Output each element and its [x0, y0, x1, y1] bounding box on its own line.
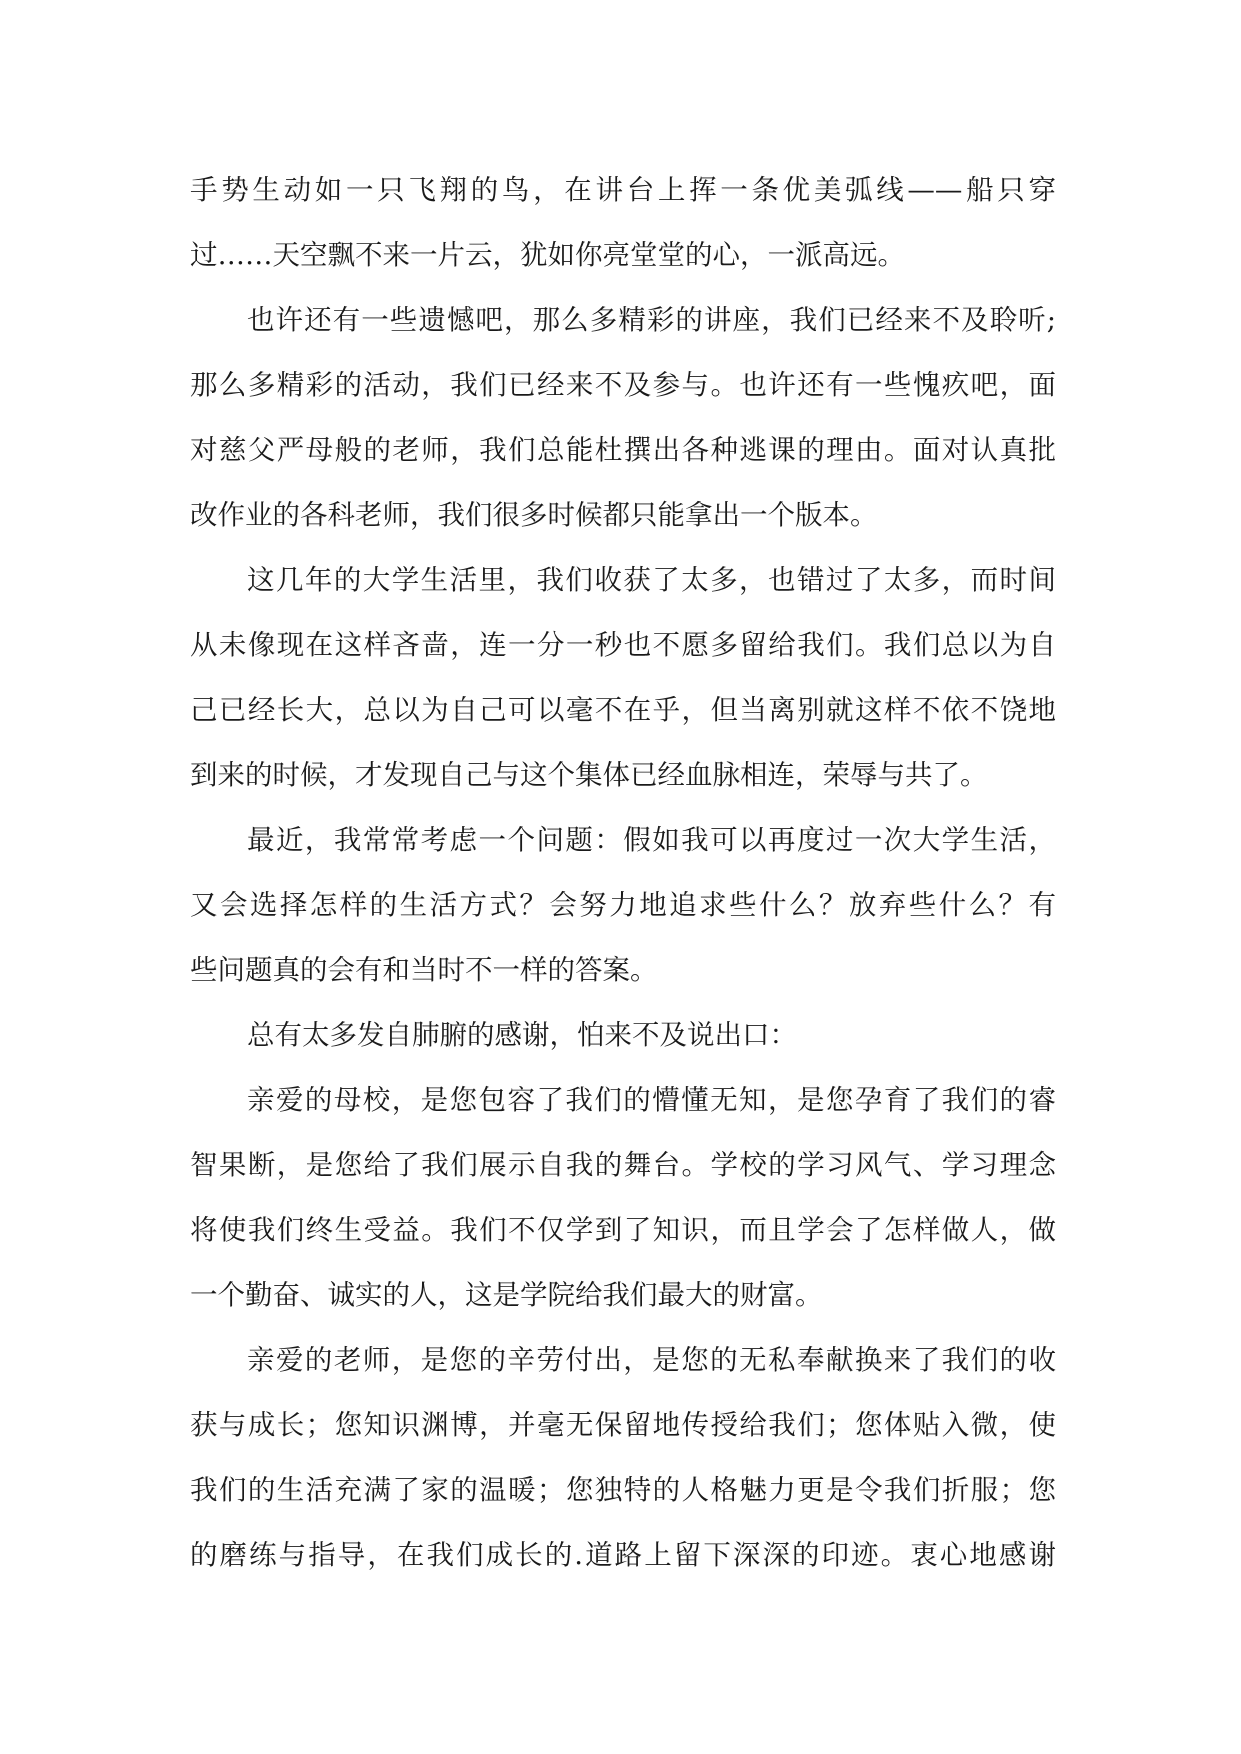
paragraph-2-line-3: 对慈父严母般的老师，我们总能杜撰出各种逃课的理由。面对认真批 [190, 434, 1056, 466]
document-body [190, 158, 1056, 1588]
paragraph-6-line-3: 将使我们终生受益。我们不仅学到了知识，而且学会了怎样做人，做 [190, 1214, 1056, 1246]
paragraph-7-line-2: 获与成长；您知识渊博，并毫无保留地传授给我们；您体贴入微，使 [190, 1409, 1056, 1441]
paragraph-6-line-1: 亲爱的母校，是您包容了我们的懵懂无知，是您孕育了我们的睿 [247, 1084, 1056, 1116]
paragraph-2-line-4: 改作业的各科老师，我们很多时候都只能拿出一个版本。 [190, 499, 878, 531]
paragraph-5-line-1: 总有太多发自肺腑的感谢，怕来不及说出口： [247, 1019, 797, 1051]
paragraph-1-line-2: 过……天空飘不来一片云，犹如你亮堂堂的心，一派高远。 [190, 239, 905, 271]
paragraph-2-line-2: 那么多精彩的活动，我们已经来不及参与。也许还有一些愧疚吧，面 [190, 369, 1056, 401]
paragraph-4-line-2: 又会选择怎样的生活方式？会努力地追求些什么？放弃些什么？有 [190, 889, 1056, 921]
paragraph-6-line-2: 智果断，是您给了我们展示自我的舞台。学校的学习风气、学习理念 [190, 1149, 1056, 1181]
paragraph-1-line-1: 手势生动如一只飞翔的鸟，在讲台上挥一条优美弧线——船只穿 [190, 174, 1056, 206]
paragraph-3-line-2: 从未像现在这样吝啬，连一分一秒也不愿多留给我们。我们总以为自 [190, 629, 1056, 661]
paragraph-4-line-1: 最近，我常常考虑一个问题：假如我可以再度过一次大学生活， [247, 824, 1056, 856]
paragraph-7-line-3: 我们的生活充满了家的温暖；您独特的人格魅力更是令我们折服；您 [190, 1474, 1056, 1506]
paragraph-2-line-1: 也许还有一些遗憾吧，那么多精彩的讲座，我们已经来不及聆听; [247, 304, 1056, 336]
paragraph-3-line-4: 到来的时候，才发现自己与这个集体已经血脉相连，荣辱与共了。 [190, 759, 988, 791]
paragraph-3-line-3: 己已经长大，总以为自己可以毫不在乎，但当离别就这样不依不饶地 [190, 694, 1056, 726]
paragraph-7-line-1: 亲爱的老师，是您的辛劳付出，是您的无私奉献换来了我们的收 [247, 1344, 1056, 1376]
paragraph-4-line-3: 些问题真的会有和当时不一样的答案。 [190, 954, 658, 986]
paragraph-3-line-1: 这几年的大学生活里，我们收获了太多，也错过了太多，而时间 [247, 564, 1056, 596]
paragraph-6-line-4: 一个勤奋、诚实的人，这是学院给我们最大的财富。 [190, 1279, 823, 1311]
paragraph-7-line-4: 的磨练与指导，在我们成长的.道路上留下深深的印迹。衷心地感谢 [190, 1539, 1056, 1571]
